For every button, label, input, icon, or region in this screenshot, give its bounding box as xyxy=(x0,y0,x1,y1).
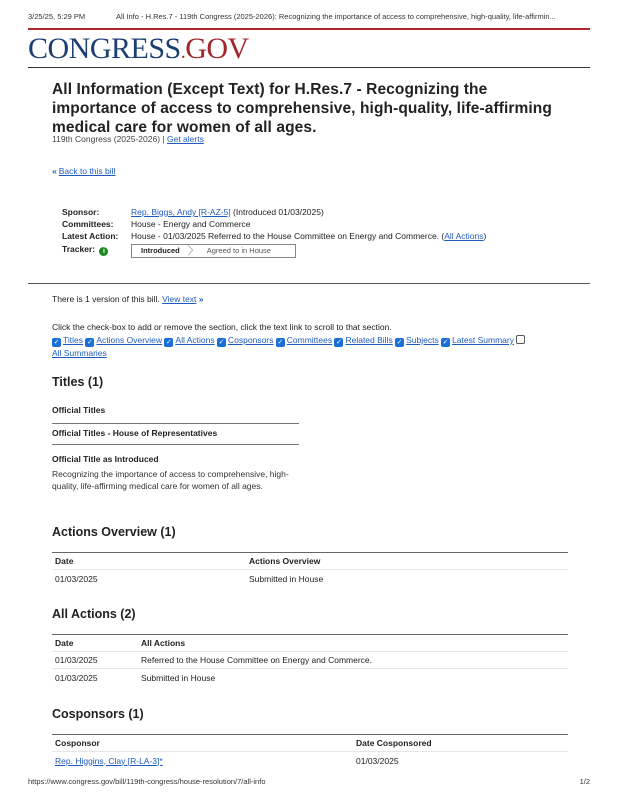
bill-status-tracker xyxy=(131,244,296,258)
toggle-actions-overview xyxy=(85,335,164,345)
toggle-cosponsors xyxy=(217,335,276,345)
cell-date: 01/03/2025 xyxy=(55,655,98,665)
toggle-link-cosponsors[interactable]: Cosponsors xyxy=(228,335,274,345)
toggle-committees xyxy=(276,335,335,345)
toggle-link-all-actions[interactable]: All Actions xyxy=(175,335,215,345)
print-footer xyxy=(28,777,590,786)
checkbox-checked-icon[interactable]: ✓ xyxy=(86,339,93,346)
cell-action: Submitted in House xyxy=(141,672,216,683)
tracker-step-agreed: Agreed to in House xyxy=(206,246,271,255)
toggle-link-latest-summary[interactable]: Latest Summary xyxy=(452,335,514,345)
print-datetime: 3/25/25, 5:29 PM xyxy=(28,12,86,21)
titles-heading: Titles (1) xyxy=(52,375,104,389)
all-actions-heading: All Actions (2) xyxy=(52,607,136,621)
committees-label: Committees: xyxy=(62,219,114,229)
toggle-link-titles[interactable]: Titles xyxy=(63,335,83,345)
column-header-date-cosponsored: Date Cosponsored xyxy=(356,738,432,748)
logo-divider xyxy=(28,67,590,68)
divider xyxy=(52,444,299,445)
table-row xyxy=(52,652,568,669)
cosponsors-heading: Cosponsors (1) xyxy=(52,707,144,721)
column-header-cosponsor: Cosponsor xyxy=(55,738,100,748)
toggle-link-actions-overview[interactable]: Actions Overview xyxy=(96,335,163,345)
checkbox-checked-icon[interactable]: ✓ xyxy=(277,339,284,346)
actions-overview-table xyxy=(52,552,568,587)
logo-congress: CONGRESS xyxy=(28,32,181,65)
checkbox-checked-icon[interactable]: ✓ xyxy=(218,339,225,346)
table-header-row xyxy=(52,635,568,652)
section-divider xyxy=(28,283,590,284)
page-title: All Information (Except Text) for H.Res.7 - Recognizing the importance of access to comprehensive, high-quality, life-affirming medical care for women of all ages. xyxy=(52,81,552,136)
double-chevron-right-icon: » xyxy=(198,294,204,304)
table-row xyxy=(52,570,568,587)
official-titles-heading: Official Titles xyxy=(52,405,106,415)
actions-overview-heading: Actions Overview (1) xyxy=(52,525,176,539)
get-alerts-link[interactable]: Get alerts xyxy=(167,134,204,144)
section-toggle-instructions: Click the check-box to add or remove the section, click the text link to scroll to that section. xyxy=(52,322,392,332)
all-actions-table xyxy=(52,634,568,686)
cell-action: Referred to the House Committee on Energy and Commerce. xyxy=(141,655,373,665)
view-text-link[interactable]: View text xyxy=(162,294,197,304)
tracker-label: Tracker: xyxy=(62,244,96,254)
latest-action-row xyxy=(62,230,486,242)
back-to-bill-link[interactable]: Back to this bill xyxy=(58,166,116,176)
toggle-link-related-bills[interactable]: Related Bills xyxy=(345,335,393,345)
print-page-title: All Info - H.Res.7 - 119th Congress (2025-2026): Recognizing the importance of access to comprehensive, high-quality, life-affirmin... xyxy=(116,12,556,21)
sponsor-row xyxy=(62,206,486,218)
header-red-rule xyxy=(28,28,590,30)
title-as-introduced-heading: Official Title as Introduced xyxy=(52,454,159,464)
tracker-label-wrap xyxy=(62,243,131,258)
print-page-number: 1/2 xyxy=(579,777,590,786)
congress-session: 119th Congress (2025-2026) xyxy=(52,134,161,144)
separator: | xyxy=(160,134,167,144)
cell-cosponsor xyxy=(52,756,353,766)
congress-gov-logo[interactable] xyxy=(28,33,249,68)
info-icon[interactable]: i xyxy=(99,247,108,256)
back-to-bill[interactable] xyxy=(52,166,115,176)
tracker-row xyxy=(62,243,486,258)
sponsor-link[interactable]: Rep. Biggs, Andy [R-AZ-5] xyxy=(131,207,231,217)
tracker-step-introduced: Introduced xyxy=(141,246,180,255)
house-titles-heading: Official Titles - House of Representatives xyxy=(52,428,218,438)
toggle-related-bills xyxy=(334,335,395,345)
table-row xyxy=(52,752,568,769)
checkbox-checked-icon[interactable]: ✓ xyxy=(396,339,403,346)
toggle-titles xyxy=(52,335,85,345)
column-header-all-actions: All Actions xyxy=(141,638,186,648)
section-toggle-list xyxy=(52,334,572,359)
print-header xyxy=(28,12,590,21)
checkbox-checked-icon[interactable]: ✓ xyxy=(442,339,449,346)
toggle-latest-summary xyxy=(441,335,516,345)
versions-line xyxy=(52,294,204,304)
column-header-date: Date xyxy=(55,556,74,566)
logo-gov: GOV xyxy=(185,32,249,65)
sponsor-introduced: (Introduced 01/03/2025) xyxy=(230,207,324,217)
latest-action-label: Latest Action: xyxy=(62,231,119,241)
versions-text: There is 1 version of this bill. xyxy=(52,294,163,304)
table-header-row xyxy=(52,735,568,752)
toggle-all-actions xyxy=(164,335,217,345)
bill-overview xyxy=(62,206,486,258)
toggle-link-committees[interactable]: Committees xyxy=(286,335,333,345)
committees-value: House - Energy and Commerce xyxy=(131,219,251,229)
committees-row xyxy=(62,218,486,230)
table-row xyxy=(52,669,568,686)
cosponsor-link[interactable]: Rep. Higgins, Clay [R-LA-3]* xyxy=(55,755,163,766)
all-actions-link[interactable]: All Actions xyxy=(444,231,484,241)
chevron-right-icon: 〉 xyxy=(187,245,199,257)
table-header-row xyxy=(52,553,568,570)
toggle-subjects xyxy=(395,335,441,345)
cell-date-cosponsored: 01/03/2025 xyxy=(356,755,399,766)
congress-session-line xyxy=(52,134,204,144)
cell-date: 01/03/2025 xyxy=(55,672,98,683)
cosponsors-table xyxy=(52,734,568,769)
divider xyxy=(52,423,299,424)
double-chevron-left-icon: « xyxy=(52,166,57,176)
column-header-actions-overview: Actions Overview xyxy=(249,556,321,566)
print-url: https://www.congress.gov/bill/119th-congress/house-resolution/7/all-info xyxy=(28,777,266,786)
column-header-date: Date xyxy=(55,638,74,648)
cell-action: Submitted in House xyxy=(249,573,324,584)
checkbox-unchecked-icon[interactable] xyxy=(516,335,525,344)
checkbox-checked-icon[interactable]: ✓ xyxy=(336,339,342,346)
toggle-link-subjects[interactable]: Subjects xyxy=(406,335,439,345)
latest-action-value: House - 01/03/2025 Referred to the House Committee on Energy and Commerce. ( xyxy=(131,231,445,241)
logo-dot: . xyxy=(180,41,186,63)
checkbox-checked-icon[interactable]: ✓ xyxy=(165,339,172,346)
toggle-link-all-summaries[interactable]: All Summaries xyxy=(52,348,107,358)
checkbox-checked-icon[interactable]: ✓ xyxy=(53,339,60,346)
cell-date: 01/03/2025 xyxy=(55,573,98,584)
paren-close: ) xyxy=(483,231,487,241)
sponsor-label: Sponsor: xyxy=(62,207,100,217)
official-title-text: Recognizing the importance of access to comprehensive, high-quality, life-affirming medical care for women of all ages. xyxy=(52,469,289,491)
